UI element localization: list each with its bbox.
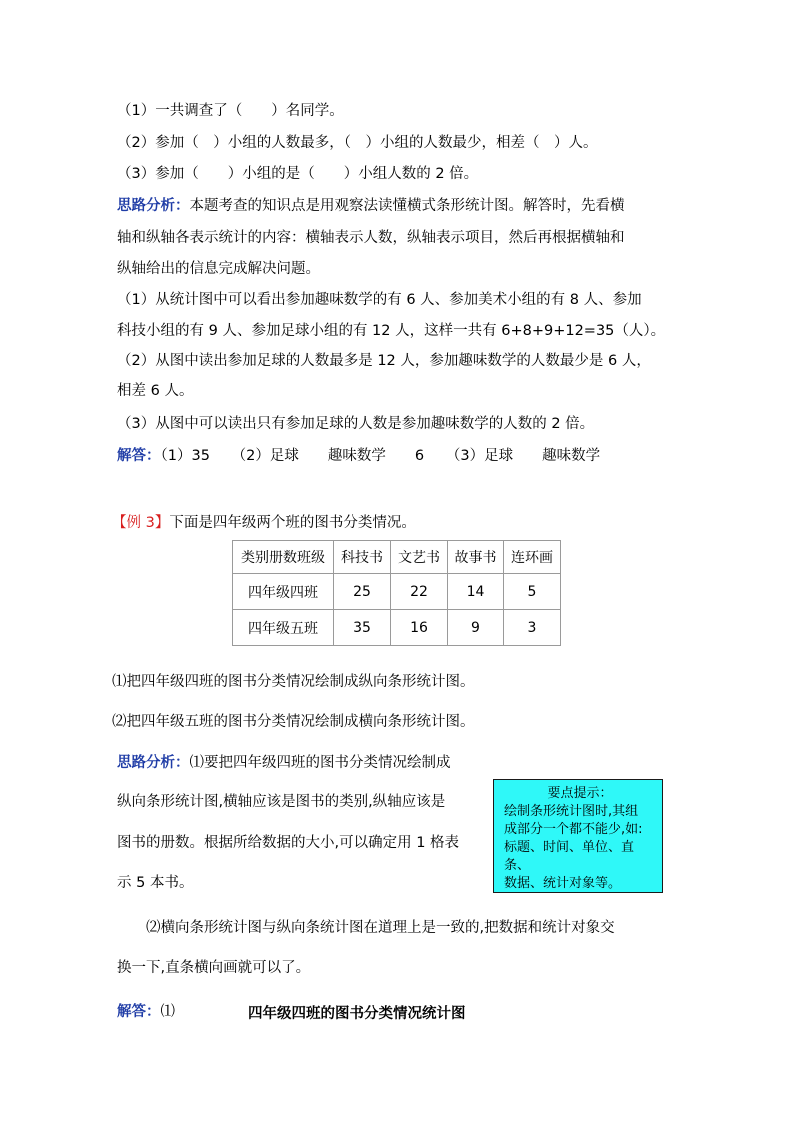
table-cell: 四年级五班 (233, 610, 334, 646)
analysis-label: 思路分析： (117, 198, 190, 214)
analysis-2-line-4: 示 5 本书。 (117, 875, 194, 891)
tip-title: 要点提示： (547, 786, 613, 801)
chart-title: 四年级四班的图书分类情况统计图 (248, 1006, 466, 1022)
analysis-2-line-2: 纵向条形统计图,横轴应该是图书的类别,纵轴应该是 (117, 794, 446, 810)
analysis-label: 思路分析： (117, 755, 190, 771)
question-1: （1）一共调查了（ ）名同学。 (117, 103, 344, 119)
table-cell: 9 (448, 610, 504, 646)
table-cell: 5 (504, 574, 561, 610)
answer-1 (117, 446, 600, 466)
task-1: ⑴把四年级四班的图书分类情况绘制成纵向条形统计图。 (112, 674, 475, 690)
analysis-text: 本题考查的知识点是用观察法读懂横式条形统计图。解答时，先看横 (189, 198, 625, 214)
explain-3: （3）从图中可以读出只有参加足球的人数是参加趣味数学的人数的 2 倍。 (117, 416, 595, 432)
explain-1b: 科技小组的有 9 人、参加足球小组的有 12 人，这样一共有 6+8+9+12=35（人）。 (117, 323, 666, 339)
tip-box (493, 779, 663, 893)
table-cell: 16 (391, 610, 448, 646)
answer-label: 解答： (117, 448, 161, 464)
table-cell: 14 (448, 574, 504, 610)
table-header-cell: 科技书 (334, 541, 391, 574)
analysis-1-line-2: 轴和纵轴各表示统计的内容：横轴表示人数，纵轴表示项目，然后再根据横轴和 (117, 230, 625, 246)
tip-line: 数据、统计对象等。 (504, 876, 622, 891)
analysis-1-line-1 (117, 196, 625, 216)
tip-line: 绘制条形统计图时,其组 (504, 804, 639, 819)
answer-num: ⑴ (160, 1004, 175, 1020)
analysis-2-line-3: 图书的册数。根据所给数据的大小,可以确定用 1 格表 (117, 835, 460, 851)
table-header-cell: 类别册数班级 (233, 541, 334, 574)
analysis-2-line-1 (117, 753, 451, 773)
tip-line: 标题、时间、单位、直条、 (504, 840, 635, 873)
tip-line: 成部分一个都不能少,如: (504, 822, 643, 837)
table-cell: 四年级四班 (233, 574, 334, 610)
example-text: 下面是四年级两个班的图书分类情况。 (169, 515, 416, 531)
explain-2b: 相差 6 人。 (117, 383, 194, 399)
table-row (233, 574, 561, 610)
explain-2a: （2）从图中读出参加足球的人数最多是 12 人，参加趣味数学的人数最少是 6 人， (117, 353, 651, 369)
analysis-2-para-2a: ⑵横向条形统计图与纵向条统计图在道理上是一致的,把数据和统计对象交 (146, 920, 615, 936)
analysis-2-para-2b: 换一下,直条横向画就可以了。 (117, 960, 311, 976)
example-3 (112, 513, 416, 533)
table-row (233, 610, 561, 646)
table-header-cell: 故事书 (448, 541, 504, 574)
table-cell: 25 (334, 574, 391, 610)
question-2: （2）参加（ ）小组的人数最多，（ ）小组的人数最少，相差（ ）人。 (117, 135, 598, 151)
table-header-cell: 文艺书 (391, 541, 448, 574)
table-cell: 3 (504, 610, 561, 646)
answer-label: 解答： (117, 1004, 161, 1020)
table-cell: 22 (391, 574, 448, 610)
analysis-text: ⑴要把四年级四班的图书分类情况绘制成 (189, 755, 451, 771)
table-cell: 35 (334, 610, 391, 646)
analysis-1-line-3: 纵轴给出的信息完成解决问题。 (117, 261, 320, 277)
answer-text: （1）35 （2）足球 趣味数学 6 （3）足球 趣味数学 (160, 448, 601, 464)
table-header-row (233, 541, 561, 574)
book-table (232, 540, 561, 646)
explain-1a: （1）从统计图中可以看出参加趣味数学的有 6 人、参加美术小组的有 8 人、参加 (117, 292, 642, 308)
example-tag: 【例 3】 (112, 515, 170, 531)
table-header-cell: 连环画 (504, 541, 561, 574)
answer-2 (117, 1002, 175, 1022)
question-3: （3）参加（ ）小组的是（ ）小组人数的 2 倍。 (117, 166, 479, 182)
task-2: ⑵把四年级五班的图书分类情况绘制成横向条形统计图。 (112, 714, 475, 730)
